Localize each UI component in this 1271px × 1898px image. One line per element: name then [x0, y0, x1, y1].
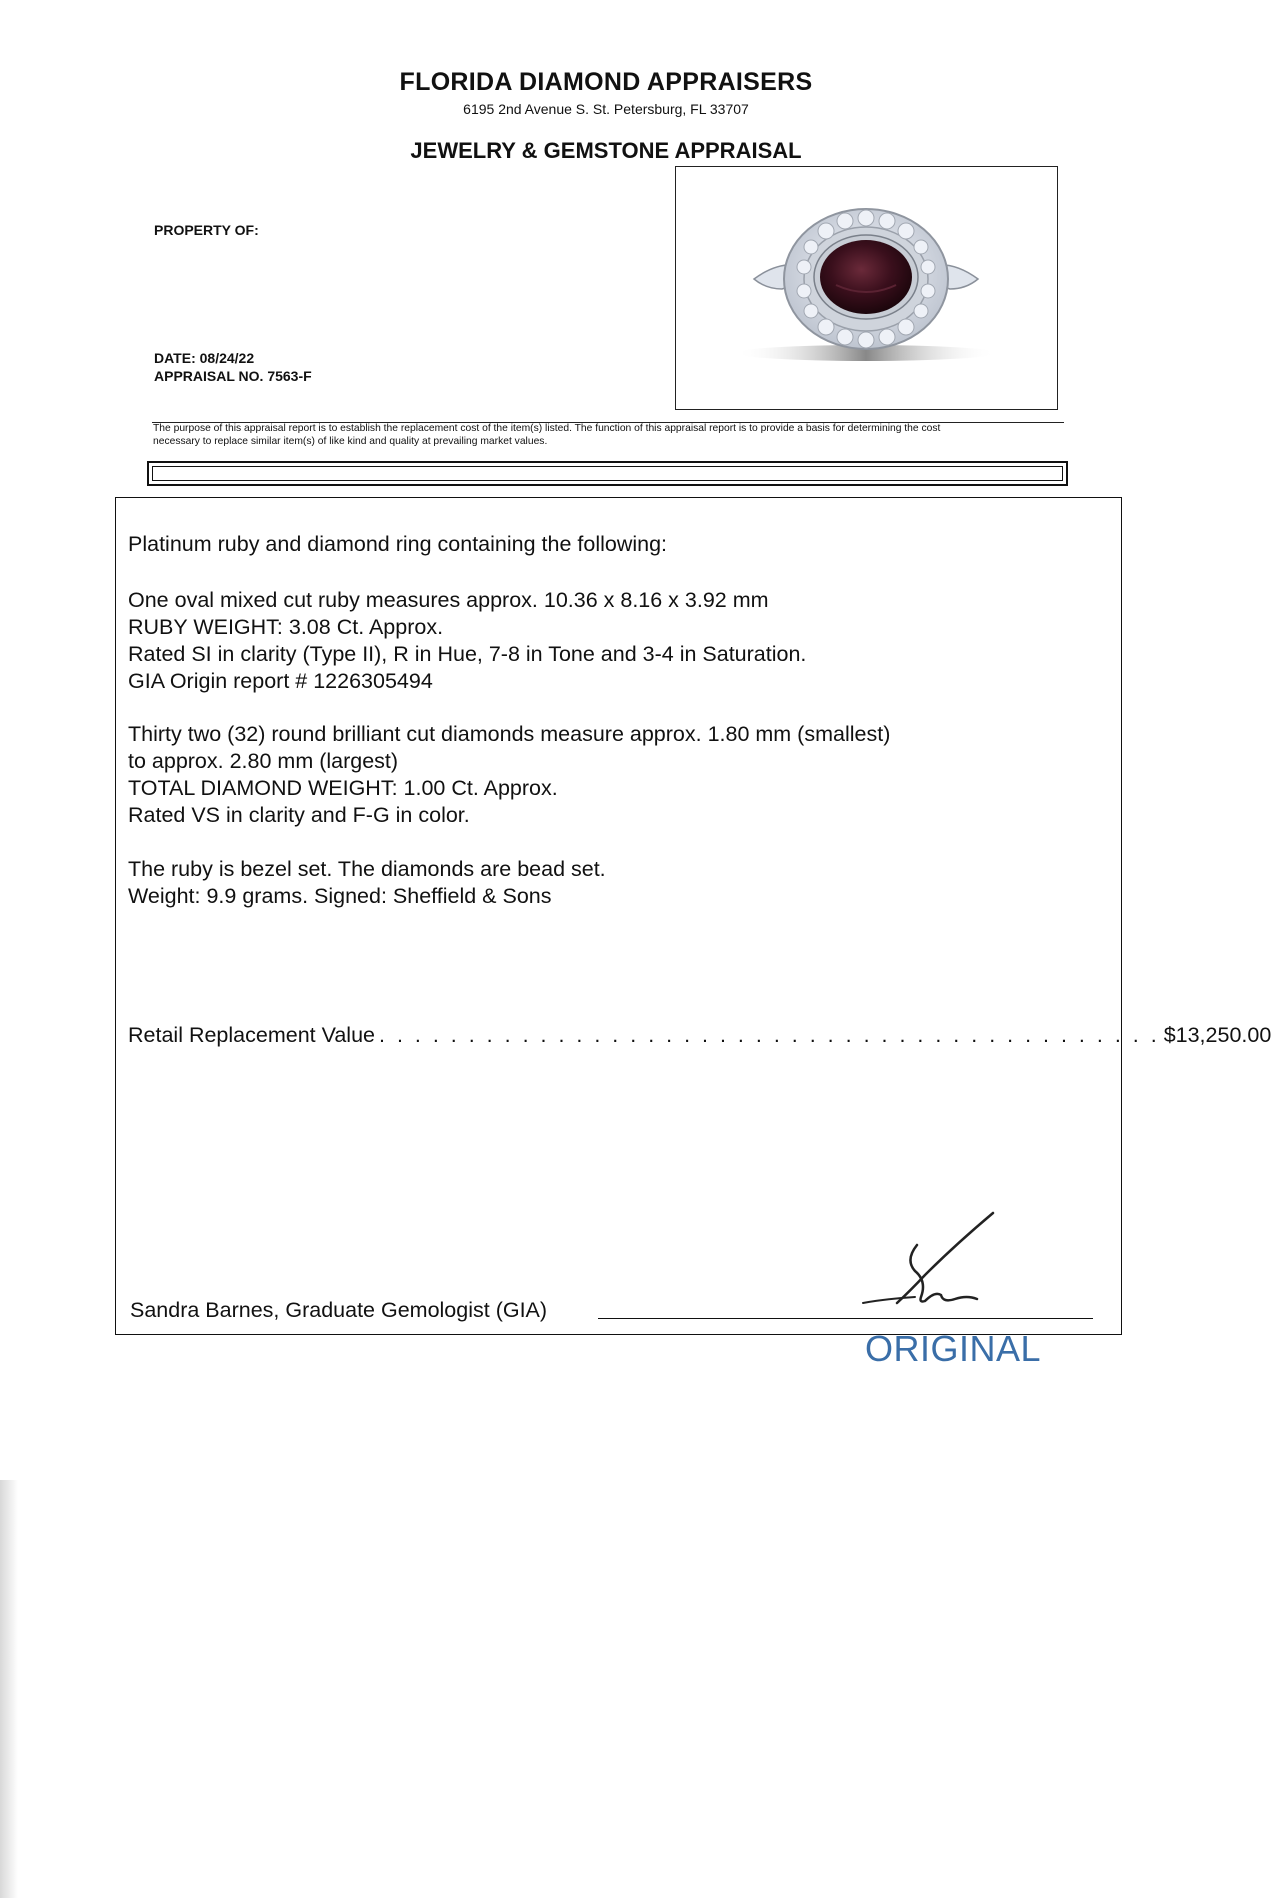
property-of-label: PROPERTY OF:	[154, 222, 259, 238]
ruby-line-2: RUBY WEIGHT: 3.08 Ct. Approx.	[128, 615, 444, 639]
appraisal-number-value: 7563-F	[267, 368, 312, 384]
diamond-line-3: TOTAL DIAMOND WEIGHT: 1.00 Ct. Approx.	[128, 776, 558, 800]
gemologist-name: Sandra Barnes, Graduate Gemologist (GIA)	[130, 1298, 548, 1322]
diamond-line-2: to approx. 2.80 mm (largest)	[128, 749, 399, 773]
diamond-line-1: Thirty two (32) round brilliant cut diamonds measure approx. 1.80 mm (smallest)	[128, 722, 891, 746]
signature-line	[598, 1318, 1093, 1319]
purpose-statement	[153, 422, 1073, 448]
date-row	[154, 350, 254, 366]
company-address: 6195 2nd Avenue S. St. Petersburg, FL 33707	[463, 101, 749, 117]
handwritten-signature	[855, 1205, 1005, 1315]
company-name: FLORIDA DIAMOND APPRAISERS	[399, 68, 813, 96]
retail-value-label: Retail Replacement Value	[128, 1023, 375, 1047]
retail-value-row	[128, 1023, 1271, 1048]
purpose-line-1: The purpose of this appraisal report is to establish the replacement cost of the item(s) listed. The function of this appraisal report is to provide a basis for determining the cost	[153, 423, 941, 434]
date-value: 08/24/22	[199, 350, 255, 366]
double-line-bar-inner	[152, 466, 1063, 481]
appraisal-number-row	[154, 368, 312, 384]
appraisal-number-label: APPRAISAL NO.	[154, 368, 264, 384]
description-intro: Platinum ruby and diamond ring containing the following:	[128, 532, 668, 556]
scan-edge-shadow	[0, 1480, 18, 1898]
ruby-stone	[820, 240, 912, 314]
purpose-line-2: necessary to replace similar item(s) of like kind and quality at prevailing market values.	[153, 436, 548, 447]
ruby-line-1: One oval mixed cut ruby measures approx. 10.36 x 8.16 x 3.92 mm	[128, 588, 769, 612]
ring-photo	[676, 167, 1056, 408]
original-stamp: ORIGINAL	[865, 1328, 1042, 1369]
retail-value-leader: . . . . . . . . . . . . . . . . . . . . . . . . . . . . . . . . . . . . . . . . . . . .	[379, 1023, 1160, 1047]
document-title: JEWELRY & GEMSTONE APPRAISAL	[410, 138, 802, 163]
double-line-bar	[147, 461, 1068, 486]
ring-photo-frame	[675, 166, 1058, 410]
diamond-line-4: Rated VS in clarity and F-G in color.	[128, 803, 470, 827]
ruby-line-3: Rated SI in clarity (Type II), R in Hue, 7-8 in Tone and 3-4 in Saturation.	[128, 642, 807, 666]
date-label: DATE:	[154, 350, 196, 366]
setting-line-2: Weight: 9.9 grams. Signed: Sheffield & Sons	[128, 884, 552, 908]
ruby-line-4: GIA Origin report # 1226305494	[128, 669, 433, 693]
retail-value-amount: $13,250.00	[1163, 1023, 1271, 1047]
setting-line-1: The ruby is bezel set. The diamonds are bead set.	[128, 857, 606, 881]
